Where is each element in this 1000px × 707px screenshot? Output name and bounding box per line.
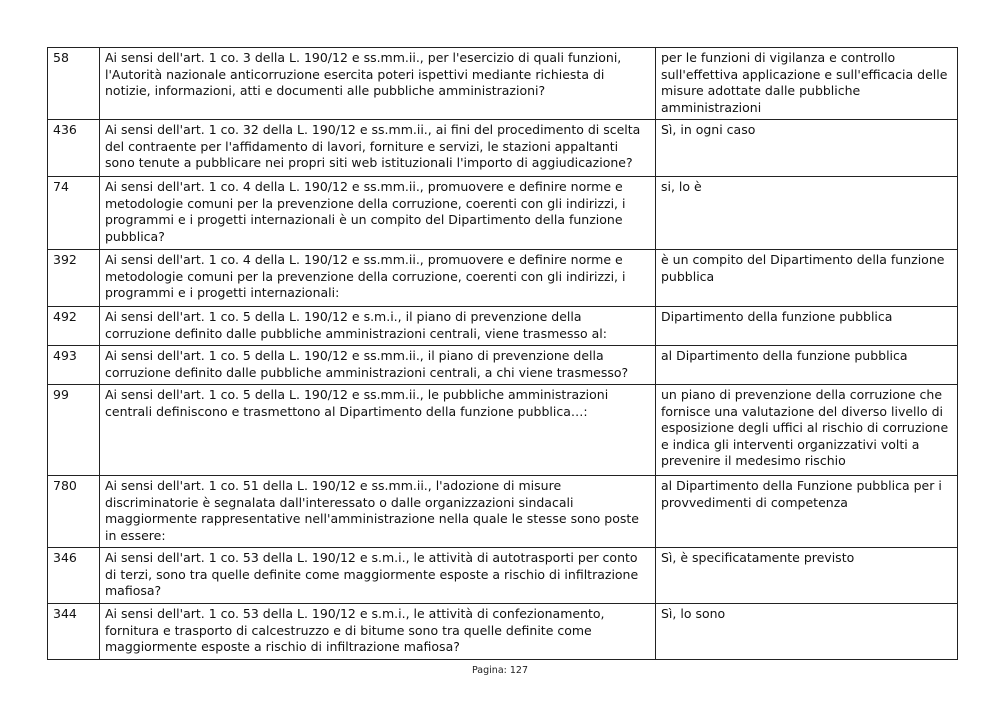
question-text: Ai sensi dell'art. 1 co. 5 della L. 190/12 e ss.mm.ii., le pubbliche amministrazioni centrali definiscono e trasmettono al Dipartimento della funzione pubblica…: (100, 385, 656, 476)
question-text: Ai sensi dell'art. 1 co. 4 della L. 190/12 e ss.mm.ii., promuovere e definire norme e metodologie comuni per la prevenzione della corruzione, coerenti con gli indirizzi, i programmi e i progetti internazionali è un compito del Dipartimento della funzione pubblica? (100, 177, 656, 250)
question-number: 780 (48, 476, 100, 548)
answer-text: al Dipartimento della funzione pubblica (656, 346, 958, 385)
question-number: 99 (48, 385, 100, 476)
question-number: 493 (48, 346, 100, 385)
question-text: Ai sensi dell'art. 1 co. 3 della L. 190/12 e ss.mm.ii., per l'esercizio di quali funzioni, l'Autorità nazionale anticorruzione esercita poteri ispettivi mediante richiesta di notizie, informazioni, atti e documenti alle pubbliche amministrazioni? (100, 48, 656, 120)
question-text: Ai sensi dell'art. 1 co. 53 della L. 190/12 e s.m.i., le attività di confezionamento, fornitura e trasporto di calcestruzzo e di bitume sono tra quelle definite come maggiormente esposte a rischio di infiltrazione mafiosa? (100, 604, 656, 660)
answer-text: si, lo è (656, 177, 958, 250)
question-number: 436 (48, 120, 100, 177)
table-row (48, 548, 958, 604)
question-number: 346 (48, 548, 100, 604)
answer-text: un piano di prevenzione della corruzione che fornisce una valutazione del diverso livello di esposizione degli uffici al rischio di corruzione e indica gli interventi organizzativi volti a prevenire il medesimo rischio (656, 385, 958, 476)
question-number: 58 (48, 48, 100, 120)
table-row (48, 476, 958, 548)
answer-text: per le funzioni di vigilanza e controllo sull'effettiva applicazione e sull'efficacia delle misure adottate dalle pubbliche amministrazioni (656, 48, 958, 120)
questions-table (47, 47, 958, 660)
page-number: Pagina: 127 (472, 665, 528, 676)
table-row (48, 307, 958, 346)
table-row (48, 385, 958, 476)
question-text: Ai sensi dell'art. 1 co. 51 della L. 190/12 e ss.mm.ii., l'adozione di misure discriminatorie è segnalata dall'interessato o dalle organizzazioni sindacali maggiormente rappresentative nell'amministrazione nella quale le stesse sono poste in essere: (100, 476, 656, 548)
answer-text: al Dipartimento della Funzione pubblica per i provvedimenti di competenza (656, 476, 958, 548)
answer-text: Sì, è specificatamente previsto (656, 548, 958, 604)
question-number: 344 (48, 604, 100, 660)
answer-text: Sì, lo sono (656, 604, 958, 660)
question-number: 392 (48, 250, 100, 307)
table-row (48, 120, 958, 177)
table-row (48, 48, 958, 120)
answer-text: Dipartimento della funzione pubblica (656, 307, 958, 346)
question-text: Ai sensi dell'art. 1 co. 4 della L. 190/12 e ss.mm.ii., promuovere e definire norme e metodologie comuni per la prevenzione della corruzione, coerenti con gli indirizzi, i programmi e i progetti internazionali: (100, 250, 656, 307)
answer-text: Sì, in ogni caso (656, 120, 958, 177)
answer-text: è un compito del Dipartimento della funzione pubblica (656, 250, 958, 307)
table-row (48, 346, 958, 385)
question-number: 492 (48, 307, 100, 346)
question-text: Ai sensi dell'art. 1 co. 32 della L. 190/12 e ss.mm.ii., ai fini del procedimento di scelta del contraente per l'affidamento di lavori, forniture e servizi, le stazioni appaltanti sono tenute a pubblicare nei propri siti web istituzionali l'importo di aggiudicazione? (100, 120, 656, 177)
table-row (48, 250, 958, 307)
question-number: 74 (48, 177, 100, 250)
table-row (48, 604, 958, 660)
table-row (48, 177, 958, 250)
question-text: Ai sensi dell'art. 1 co. 53 della L. 190/12 e s.m.i., le attività di autotrasporti per conto di terzi, sono tra quelle definite come maggiormente esposte a rischio di infiltrazione mafiosa? (100, 548, 656, 604)
question-text: Ai sensi dell'art. 1 co. 5 della L. 190/12 e s.m.i., il piano di prevenzione della corruzione definito dalle pubbliche amministrazioni centrali, viene trasmesso al: (100, 307, 656, 346)
question-text: Ai sensi dell'art. 1 co. 5 della L. 190/12 e ss.mm.ii., il piano di prevenzione della corruzione definito dalle pubbliche amministrazioni centrali, a chi viene trasmesso? (100, 346, 656, 385)
